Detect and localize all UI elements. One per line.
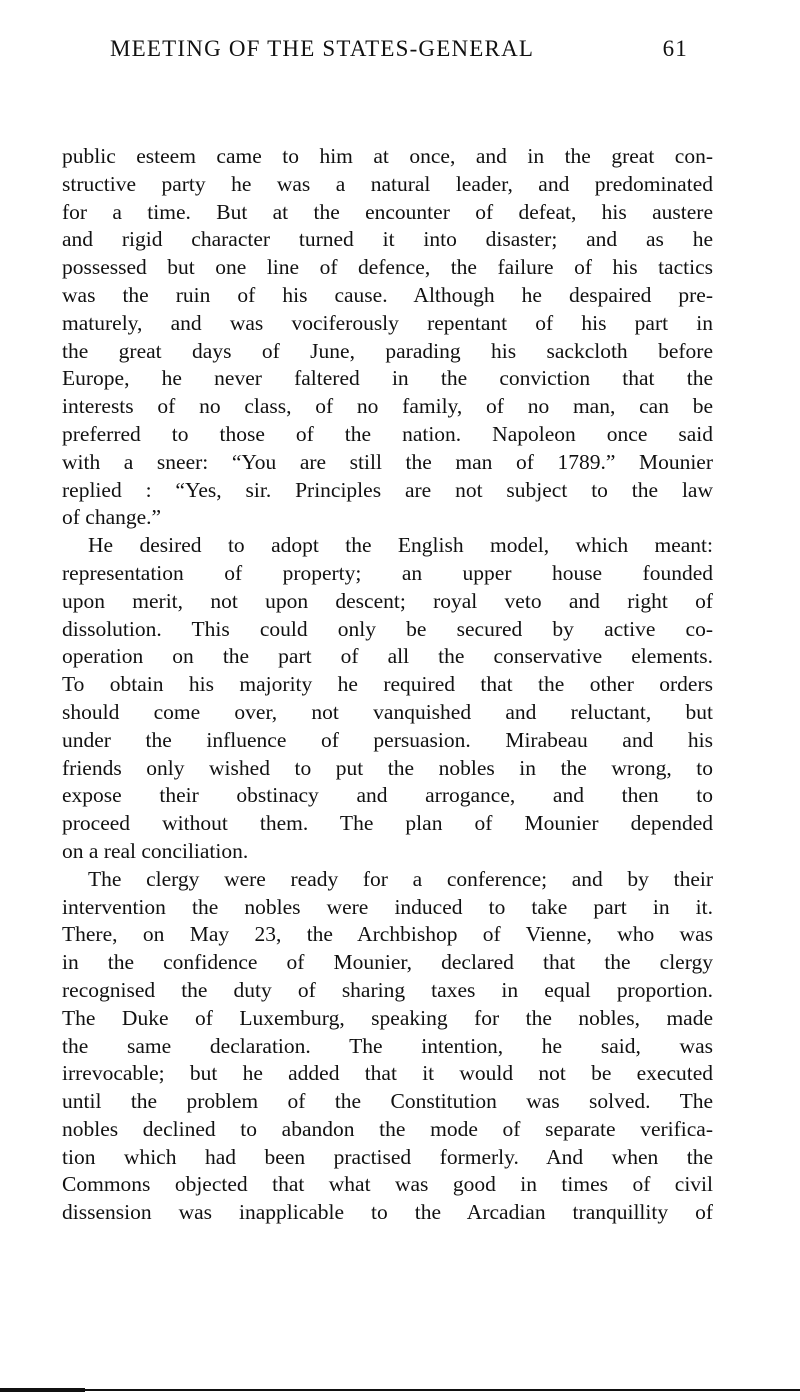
page-edge-mark xyxy=(0,1388,85,1392)
text-line: irrevocable; but he added that it would not be executed xyxy=(62,1061,713,1086)
text-line: until the problem of the Constitution was solved. The xyxy=(62,1089,713,1114)
text-line: To obtain his majority he required that the other orders xyxy=(62,672,713,697)
text-line: Commons objected that what was good in times of civil xyxy=(62,1172,713,1197)
text-line: in the confidence of Mounier, declared that the clergy xyxy=(62,950,713,975)
text-line: dissension was inapplicable to the Arcadian tranquillity of xyxy=(62,1200,713,1225)
text-line: tion which had been practised formerly. And when the xyxy=(62,1144,713,1169)
text-line: interests of no class, of no family, of no man, can be xyxy=(62,394,713,419)
text-line: representation of property; an upper house founded xyxy=(62,560,713,585)
text-line: should come over, not vanquished and reluctant, but xyxy=(62,699,713,724)
text-line: operation on the part of all the conservative elements. xyxy=(62,644,713,669)
text-line: expose their obstinacy and arrogance, and then to xyxy=(62,783,713,808)
text-line: was the ruin of his cause. Although he despaired pre- xyxy=(62,282,713,307)
text-line: public esteem came to him at once, and in the great con- xyxy=(62,144,713,168)
text-line: replied : “Yes, sir. Principles are not subject to the law xyxy=(62,477,713,502)
text-line: structive party he was a natural leader, and predominated xyxy=(62,171,713,196)
text-line: upon merit, not upon descent; royal veto and right of xyxy=(62,588,713,613)
text-line: the great days of June, parading his sackcloth before xyxy=(62,338,713,363)
text-line: on a real conciliation. xyxy=(62,838,249,863)
text-line: He desired to adopt the English model, which meant: xyxy=(88,533,713,558)
text-line: The clergy were ready for a conference; and by their xyxy=(88,866,713,891)
running-header xyxy=(110,36,688,62)
text-line: Europe, he never faltered in the conviction that the xyxy=(62,366,713,391)
text-line: proceed without them. The plan of Mounier depended xyxy=(62,811,713,836)
body-text xyxy=(62,143,713,1227)
page-number: 61 xyxy=(662,36,688,61)
text-line: and rigid character turned it into disaster; and as he xyxy=(62,227,713,252)
text-line: intervention the nobles were induced to take part in it. xyxy=(62,894,713,919)
text-line: of change.” xyxy=(62,505,162,530)
text-line: the same declaration. The intention, he said, was xyxy=(62,1033,713,1058)
text-line: dissolution. This could only be secured by active co- xyxy=(62,616,713,641)
text-line: under the influence of persuasion. Mirabeau and his xyxy=(62,727,713,752)
text-line: recognised the duty of sharing taxes in equal proportion. xyxy=(62,977,713,1002)
text-line: maturely, and was vociferously repentant of his part in xyxy=(62,310,713,335)
text-line: There, on May 23, the Archbishop of Vienne, who was xyxy=(62,922,713,947)
text-line: possessed but one line of defence, the failure of his tactics xyxy=(62,255,713,280)
page-edge-rule xyxy=(0,1389,800,1391)
running-title: MEETING OF THE STATES-GENERAL xyxy=(110,36,535,61)
text-line: nobles declined to abandon the mode of separate verifica- xyxy=(62,1116,713,1141)
text-line: preferred to those of the nation. Napoleon once said xyxy=(62,421,713,446)
text-line: friends only wished to put the nobles in the wrong, to xyxy=(62,755,713,780)
text-line: with a sneer: “You are still the man of 1789.” Mounier xyxy=(62,449,713,474)
text-line: for a time. But at the encounter of defeat, his austere xyxy=(62,199,713,224)
text-line: The Duke of Luxemburg, speaking for the nobles, made xyxy=(62,1005,713,1030)
